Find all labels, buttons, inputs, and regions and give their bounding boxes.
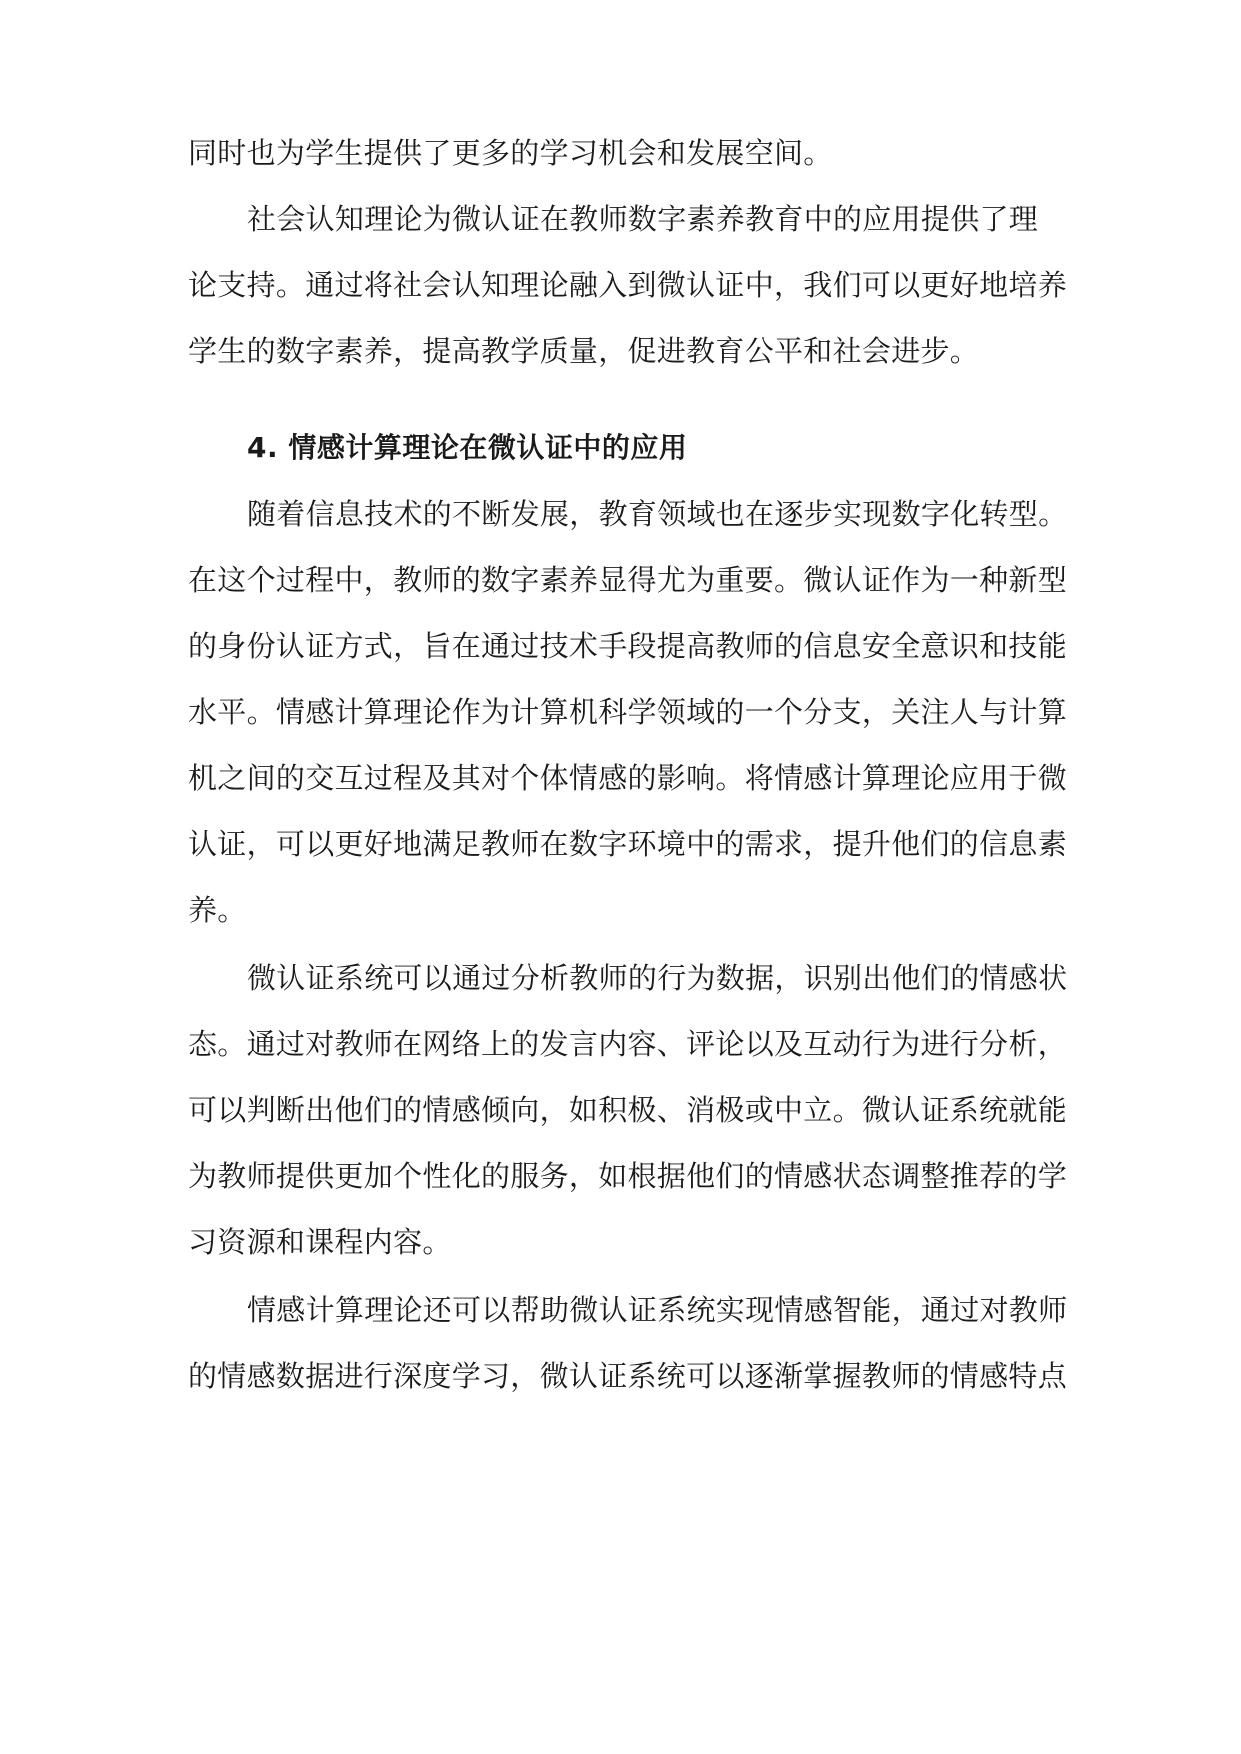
paragraph-line: 态。通过对教师在网络上的发言内容、评论以及互动行为进行分析， <box>188 1027 1068 1061</box>
paragraph-line: 为教师提供更加个性化的服务，如根据他们的情感状态调整推荐的学 <box>188 1159 1068 1193</box>
paragraph-line: 习资源和课程内容。 <box>188 1225 452 1259</box>
paragraph-line: 认证，可以更好地满足教师在数字环境中的需求，提升他们的信息素 <box>188 827 1068 861</box>
paragraph-line: 同时也为学生提供了更多的学习机会和发展空间。 <box>188 136 833 170</box>
paragraph-line: 机之间的交互过程及其对个体情感的影响。将情感计算理论应用于微 <box>188 761 1068 795</box>
paragraph-line: 水平。情感计算理论作为计算机科学领域的一个分支，关注人与计算 <box>188 695 1068 729</box>
paragraph-line: 的情感数据进行深度学习，微认证系统可以逐渐掌握教师的情感特点 <box>188 1359 1068 1393</box>
paragraph-line: 养。 <box>188 893 247 927</box>
paragraph-line: 社会认知理论为微认证在教师数字素养教育中的应用提供了理 <box>247 202 1039 236</box>
paragraph-line: 学生的数字素养，提高教学质量，促进教育公平和社会进步。 <box>188 334 980 368</box>
paragraph-line: 可以判断出他们的情感倾向，如积极、消极或中立。微认证系统就能 <box>188 1093 1068 1127</box>
section-heading: 4. 情感计算理论在微认证中的应用 <box>247 431 688 464</box>
paragraph-line: 论支持。通过将社会认知理论融入到微认证中，我们可以更好地培养 <box>188 268 1068 302</box>
paragraph-line: 微认证系统可以通过分析教师的行为数据，识别出他们的情感状 <box>247 961 1068 995</box>
paragraph-line: 情感计算理论还可以帮助微认证系统实现情感智能，通过对教师 <box>247 1293 1068 1327</box>
paragraph-line: 在这个过程中，教师的数字素养显得尤为重要。微认证作为一种新型 <box>188 563 1068 597</box>
paragraph-line: 随着信息技术的不断发展，教育领域也在逐步实现数字化转型。 <box>247 497 1068 531</box>
paragraph-line: 的身份认证方式，旨在通过技术手段提高教师的信息安全意识和技能 <box>188 629 1068 663</box>
